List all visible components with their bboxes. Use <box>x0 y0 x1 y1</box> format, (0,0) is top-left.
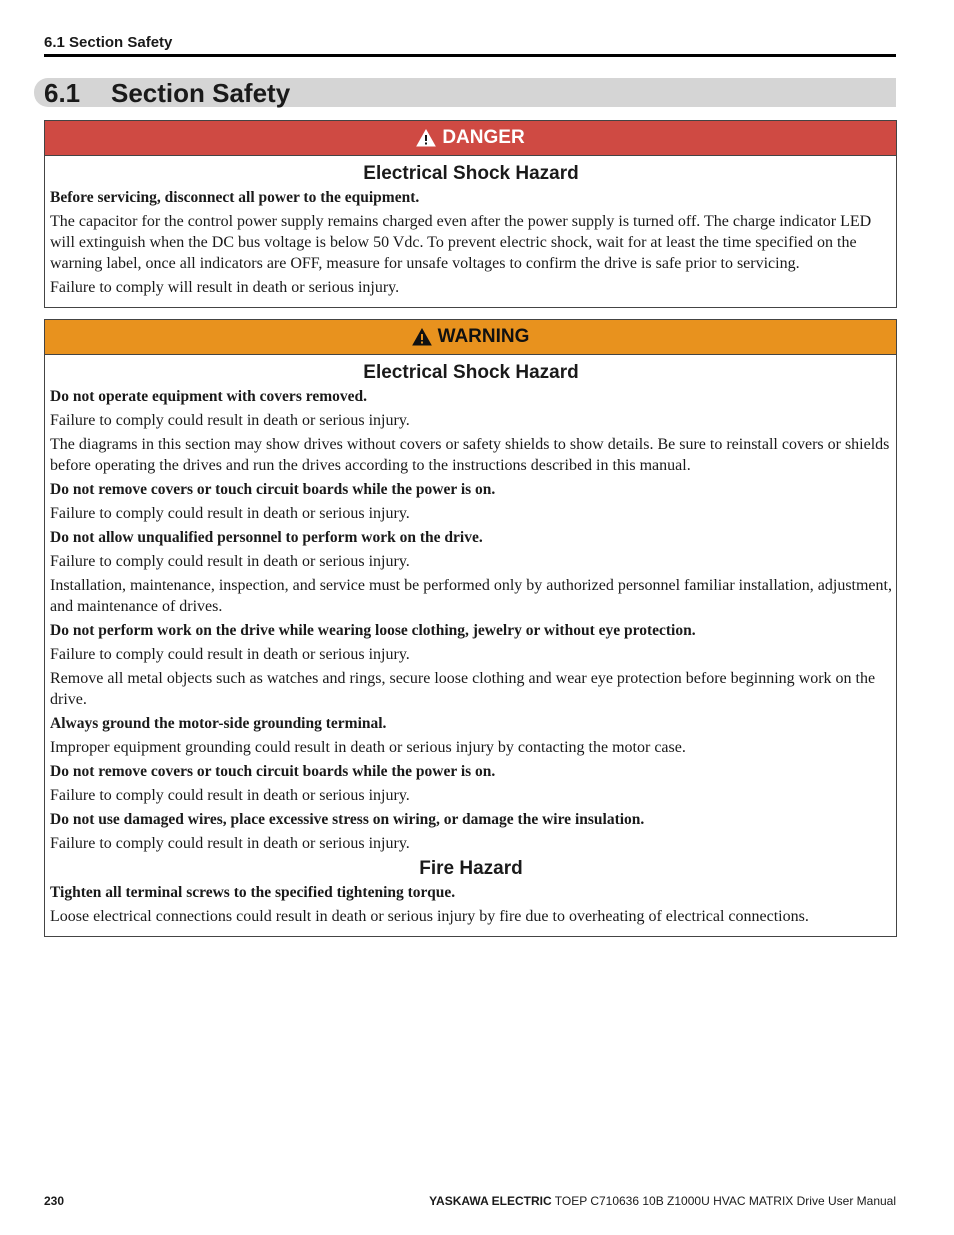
instruction-bold: Do not operate equipment with covers removed. <box>50 388 367 405</box>
warning-box <box>44 319 897 937</box>
fire-hazard-title: Fire Hazard <box>419 858 523 879</box>
instruction-text: Improper equipment grounding could result in death or serious injury by contacting the motor case. <box>50 739 686 756</box>
footer-doc-info <box>429 1194 896 1208</box>
instruction-text: Installation, maintenance, inspection, and service must be performed only by authorized personnel familiar installation, adjustment, and maintenance of drives. <box>50 577 892 615</box>
instruction-bold: Do not remove covers or touch circuit boards while the power is on. <box>50 763 496 780</box>
running-header: 6.1 Section Safety <box>44 34 173 51</box>
warning-hazard-title: Electrical Shock Hazard <box>363 362 579 383</box>
instruction-bold: Always ground the motor-side grounding terminal. <box>50 715 387 732</box>
instruction-bold: Do not perform work on the drive while wearing loose clothing, jewelry or without eye protection. <box>50 622 696 639</box>
instruction-text: Failure to comply could result in death or serious injury. <box>50 835 410 852</box>
danger-header <box>45 121 896 156</box>
section-title <box>44 77 290 109</box>
instruction-bold: Do not remove covers or touch circuit boards while the power is on. <box>50 481 496 498</box>
instruction-bold: Before servicing, disconnect all power to the equipment. <box>50 189 420 206</box>
instruction-bold: Tighten all terminal screws to the specified tightening torque. <box>50 884 456 901</box>
instruction-text: Failure to comply will result in death or serious injury. <box>50 279 400 296</box>
instruction-bold: Do not allow unqualified personnel to perform work on the drive. <box>50 529 483 546</box>
footer-doc-title: TOEP C710636 10B Z1000U HVAC MATRIX Drive User Manual <box>554 1194 896 1208</box>
instruction-text: Failure to comply could result in death or serious injury. <box>50 412 410 429</box>
danger-hazard-title: Electrical Shock Hazard <box>363 163 579 184</box>
instruction-text: Remove all metal objects such as watches and rings, secure loose clothing and wear eye protection before beginning work on the drive. <box>50 670 876 708</box>
instruction-text: Failure to comply could result in death or serious injury. <box>50 505 410 522</box>
section-title-text: Section Safety <box>111 78 291 108</box>
instruction-text: The diagrams in this section may show drives without covers or safety shields to show details. Be sure to reinstall covers or shields before operating the drives and run the drives according to the instructions described in this manual. <box>50 436 890 474</box>
footer-brand: YASKAWA ELECTRIC <box>429 1194 552 1208</box>
instruction-text: The capacitor for the control power supply remains charged even after the power supply is turned off. The charge indicator LED will extinguish when the DC bus voltage is below 50 Vdc. To prevent electric shock, wait for at least the time specified on the warning label, once all indicators are OFF, measure for unsafe voltages to confirm the drive is safe prior to servicing. <box>50 213 872 272</box>
warning-triangle-icon <box>416 129 436 147</box>
warning-triangle-icon <box>412 328 432 346</box>
warning-lines <box>50 386 892 854</box>
danger-body <box>45 156 896 307</box>
warning-header <box>45 320 896 355</box>
instruction-text: Failure to comply could result in death or serious injury. <box>50 553 410 570</box>
section-number: 6.1 <box>44 78 81 108</box>
header-rule <box>44 54 896 57</box>
instruction-bold: Do not use damaged wires, place excessive stress on wiring, or damage the wire insulation. <box>50 811 645 828</box>
instruction-text: Failure to comply could result in death or serious injury. <box>50 646 410 663</box>
warning-body <box>45 355 896 936</box>
fire-lines <box>50 882 892 927</box>
warning-label: WARNING <box>437 326 530 347</box>
danger-label: DANGER <box>442 127 525 148</box>
page-number: 230 <box>44 1194 65 1208</box>
danger-box <box>44 120 897 308</box>
instruction-text: Failure to comply could result in death or serious injury. <box>50 787 410 804</box>
danger-lines <box>50 187 892 298</box>
instruction-text: Loose electrical connections could result in death or serious injury by fire due to overheating of electrical connections. <box>50 908 809 925</box>
